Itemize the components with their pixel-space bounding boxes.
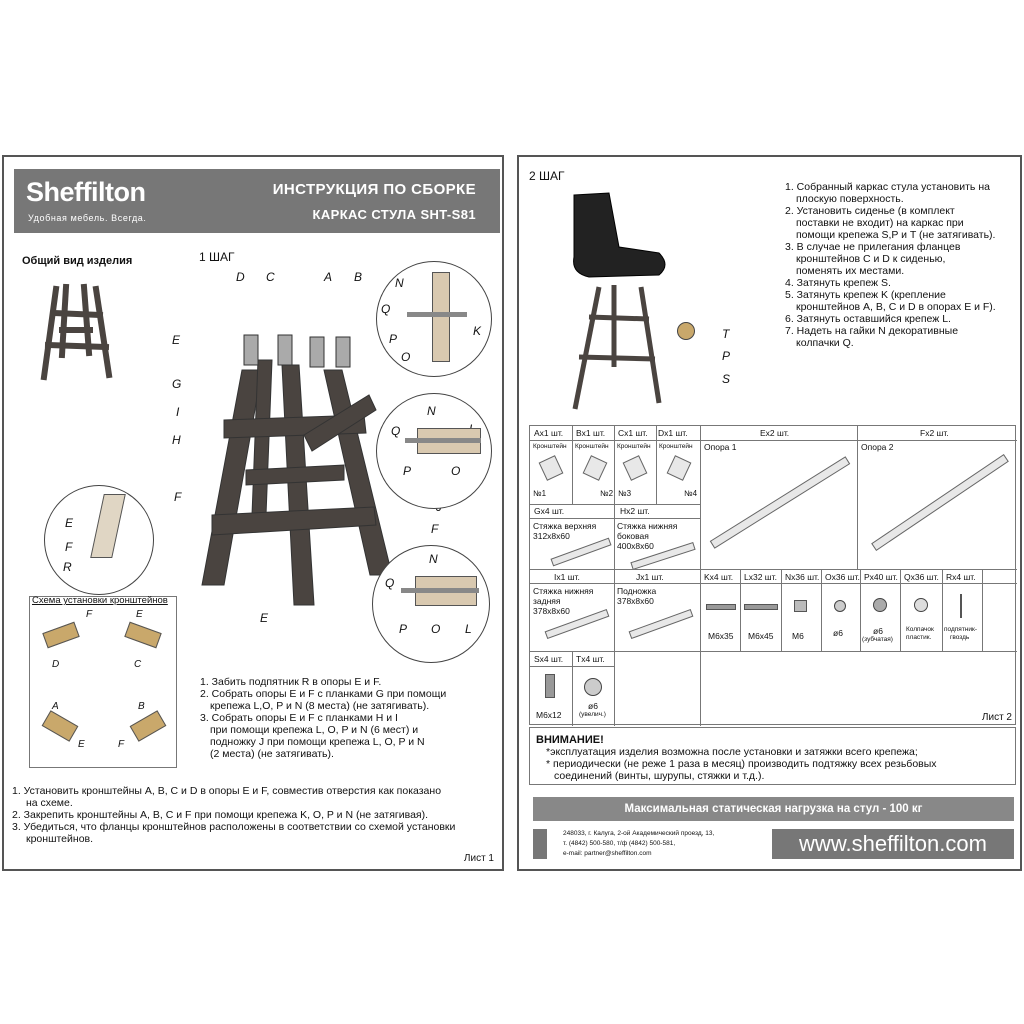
bracket-1-icon: [539, 455, 564, 481]
step-2-instructions: 1. Собранный каркас стула установить на плоскую поверхность. 2. Установить сиденье (в комплект поставки не входит) на каркас при помощи крепежа S,P и T (не затягивать). 3. В случае не прилегания фланцев кронштейнов C и D к сиденью, поменять их местами. 4. Затянуть крепеж S. 5. Затянуть крепеж K (крепление кронштейнов A, B, C и D в опорах E и F). 6. Затянуть оставшийся крепеж L. 7. Надеть на гайки N декоративные колпачки Q.: [785, 181, 996, 349]
detail-circle-lower-joint: N Q P O L: [372, 545, 490, 663]
label-F: F: [174, 490, 182, 504]
bracket-C-icon: [124, 622, 161, 649]
label-E2: E: [260, 611, 269, 625]
bracket-scheme-box: Схема установки кронштейнов F E D C A B E F: [29, 596, 177, 768]
footer-marker: [533, 829, 547, 859]
overview-chair-illustration: [34, 275, 119, 385]
frame-assembly-illustration: [154, 275, 394, 635]
step-1-label: 1 ШАГ: [199, 250, 235, 264]
warning-box: [529, 727, 1016, 785]
bracket-A-icon: [42, 710, 79, 742]
nut-n-icon: [794, 600, 807, 612]
label-I: I: [176, 405, 180, 419]
doc-subtitle: КАРКАС СТУЛА SHT-S81: [312, 207, 476, 222]
detail-circle-upper-joint: N Q P O: [376, 393, 492, 509]
warning-title: ВНИМАНИЕ!: [536, 734, 604, 746]
washer-t-icon: [584, 678, 602, 696]
step-2-label: 2 ШАГ: [529, 169, 565, 183]
bracket-3-icon: [623, 455, 648, 481]
sheet-2-number: Лист 2: [981, 712, 1012, 723]
bracket-D-icon: [42, 622, 79, 649]
bracket-B-icon: [130, 710, 167, 742]
callout-S: S: [722, 372, 731, 386]
callout-P: P: [722, 349, 731, 363]
label-G: G: [172, 377, 182, 391]
doc-title: ИНСТРУКЦИЯ ПО СБОРКЕ: [272, 181, 476, 198]
brand-logo: Sheffilton: [26, 177, 146, 207]
contact-address: 248033, г. Калуга, 2-ой Академический проезд, 13, т. (4842) 500-580, т/ф (4842) 500-581, e-mail: partner@sheffilton.com: [563, 830, 715, 857]
bolt-k-icon: [706, 604, 736, 610]
label-F2: F: [431, 522, 439, 536]
foot-nail-r-icon: [960, 594, 962, 618]
instruction-sheet-1: [2, 155, 504, 871]
lock-washer-p-icon: [873, 598, 887, 612]
label-A: A: [324, 270, 333, 284]
brand-slogan: Удобная мебель. Всегда.: [28, 213, 147, 223]
label-H: H: [172, 433, 181, 447]
bracket-instructions: 1. Установить кронштейны A, B, C и D в опоры E и F, совместив отверстия как показано на схеме. 2. Закрепить кронштейны A, B, C и F при помощи крепежа K, O, P и N (не затягивая). 3. Убедиться, что фланцы кронштейнов расположены в соответствии со схемой установки кронштейнов.: [12, 785, 456, 845]
parts-list: Ax1 шт. Bx1 шт. Cx1 шт. Dx1 шт. Кронштейн Кронштейн Кронштейн Кронштейн №1 №2 №3 №4 Ex2 шт. Fx2 шт. Опора 1 Опора 2 Gx4 шт. Hx2 шт. Стяжка верхняя 312x8x60 Стяжка нижняя боковая 400x8x60 Ix1 шт. Jx1 шт. Стяжка нижняя задняя 378x8x60 Подножка 378x8x60 Kx4 шт. Lx32 шт. Nx36 шт. Ox36 шт. Px40 шт. Qx36 шт. Rx4 шт. M6x35 M6x45 M6 ø6 ø6 (зубчатая) Колпачок пластик. подпятник- гвоздь Sx4 шт. Tx4 шт. M6x12 ø6 (увелич.): [529, 425, 1016, 725]
detail-circle-bracket: N Q P O K: [376, 261, 492, 377]
sheet-1-number: Лист 1: [463, 853, 494, 864]
bracket-2-icon: [583, 455, 608, 481]
support-1-icon: [710, 456, 850, 548]
general-view-label: Общий вид изделия: [22, 255, 133, 267]
header-band: [14, 169, 500, 233]
footrest-icon: [629, 609, 694, 639]
bolt-l-icon: [744, 604, 778, 610]
bracket-4-icon: [667, 455, 692, 481]
label-E: E: [172, 333, 181, 347]
max-load-banner: Максимальная статическая нагрузка на стул - 100 кг: [533, 797, 1014, 821]
bracket-scheme-title: Схема установки кронштейнов: [32, 595, 168, 606]
step-1-instructions: 1. Забить подпятник R в опоры E и F. 2. Собрать опоры E и F с планками G при помощи крепежа L,O, P и N (8 места) (не затягивать). 3. Собрать опоры E и F с планками H и I при помощи крепежа L, O, P и N (6 мест) и подножку J при помощи крепежа L, O, P и N (2 места) (не затягивать).: [200, 676, 447, 760]
label-B: B: [354, 270, 363, 284]
label-C: C: [266, 270, 275, 284]
website-link[interactable]: www.sheffilton.com: [772, 829, 1014, 859]
detail-circle-foot: E F R: [44, 485, 154, 595]
label-D: D: [236, 270, 245, 284]
chair-with-seat-illustration: [559, 187, 679, 417]
top-tie-icon: [551, 538, 612, 567]
support-2-icon: [871, 454, 1009, 551]
washer-o-icon: [834, 600, 846, 612]
instruction-sheet-2: [517, 155, 1022, 871]
bolt-s-icon: [545, 674, 555, 698]
cap-q-icon: [914, 598, 928, 612]
washer-icon: [677, 322, 695, 340]
callout-T: T: [722, 327, 730, 341]
warning-text: *эксплуатация изделия возможна после установки и затяжки всего крепежа; * периодически (не реже 1 раза в месяц) производить подтяжку всех резьбовых соединений (винты, шурупы, стяжки и т.д.).: [546, 746, 937, 782]
